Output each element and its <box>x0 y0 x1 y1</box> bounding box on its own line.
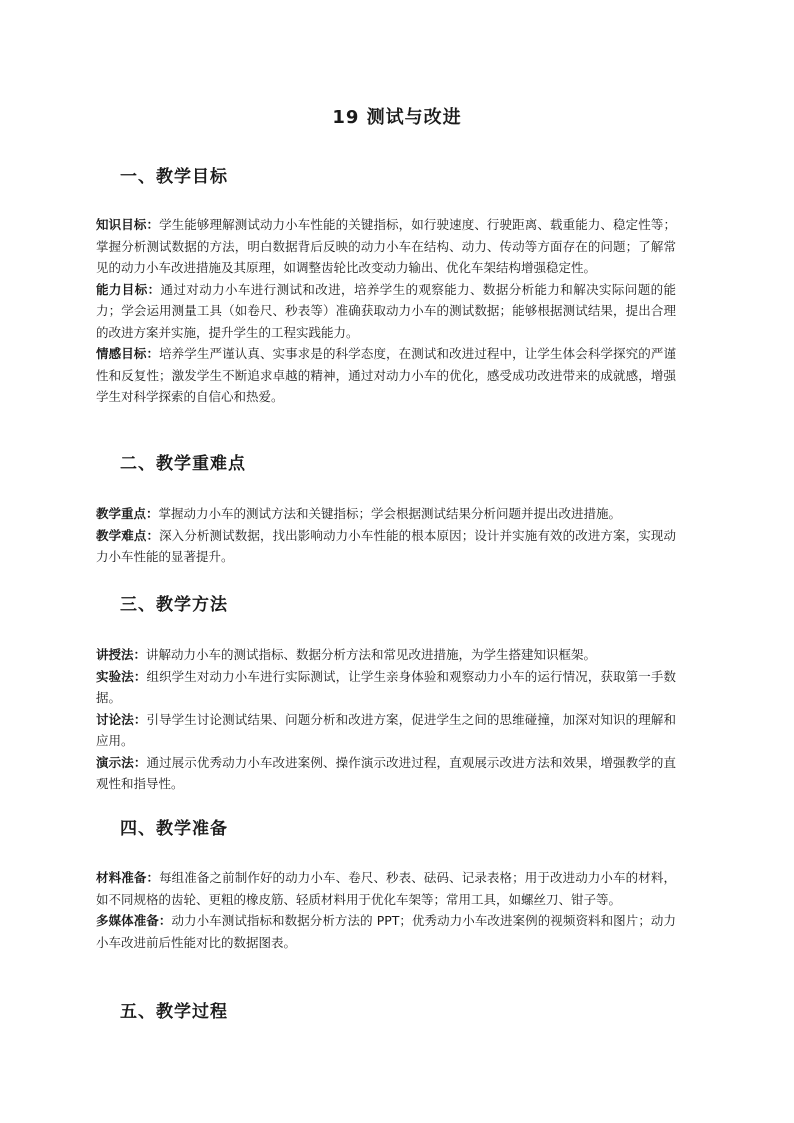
paragraph-text: 通过展示优秀动力小车改进案例、操作演示改进过程，直观展示改进方法和效果，增强教学的直观性和指导性。 <box>96 754 676 791</box>
paragraph-label: 讨论法： <box>96 711 147 727</box>
paragraph-emotion-objective <box>96 343 676 408</box>
section-heading-key-points: 二、教学重难点 <box>120 454 246 474</box>
document-title: 19 测试与改进 <box>332 107 462 128</box>
paragraph-experiment-method <box>96 666 676 709</box>
paragraph-knowledge-objective <box>96 214 676 279</box>
paragraph-text: 通过对动力小车进行测试和改进，培养学生的观察能力、数据分析能力和解决实际问题的能力；学会运用测量工具（如卷尺、秒表等）准确获取动力小车的测试数据；能够根据测试结果，提出合理的改进方案并实施，提升学生的工程实践能力。 <box>96 281 676 340</box>
section-heading-methods: 三、教学方法 <box>120 595 228 615</box>
section-heading-preparation: 四、教学准备 <box>120 819 228 839</box>
paragraph-label: 多媒体准备： <box>96 913 172 928</box>
paragraph-text: 每组准备之前制作好的动力小车、卷尺、秒表、砝码、记录表格；用于改进动力小车的材料，如不同规格的齿轮、更粗的橡皮筋、轻质材料用于优化车架等；常用工具，如螺丝刀、钳子等。 <box>96 870 676 907</box>
paragraph-ability-objective <box>96 279 676 344</box>
paragraph-label: 实验法： <box>96 668 147 684</box>
section-body-objectives <box>96 214 676 408</box>
paragraph-text: 学生能够理解测试动力小车性能的关键指标，如行驶速度、行驶距离、载重能力、稳定性等；掌握分析测试数据的方法，明白数据背后反映的动力小车在结构、动力、传动等方面存在的问题；了解常见的动力小车改进措施及其原理，如调整齿轮比改变动力输出、优化车架结构增强稳定性。 <box>96 217 676 275</box>
paragraph-label: 材料准备： <box>96 870 160 885</box>
paragraph-text: 讲解动力小车的测试指标、数据分析方法和常见改进措施，为学生搭建知识框架。 <box>146 647 597 662</box>
paragraph-text: 引导学生讨论测试结果、问题分析和改进方案，促进学生之间的思维碰撞，加深对知识的理解和应用。 <box>96 711 676 748</box>
paragraph-label: 能力目标： <box>96 281 161 297</box>
section-body-preparation <box>96 867 676 953</box>
paragraph-material-preparation <box>96 867 676 910</box>
paragraph-lecture-method <box>96 644 676 666</box>
paragraph-text: 动力小车测试指标和数据分析方法的 PPT；优秀动力小车改进案例的视频资料和图片；动力小车改进前后性能对比的数据图表。 <box>96 913 676 950</box>
paragraph-discussion-method <box>96 709 676 752</box>
section-heading-process: 五、教学过程 <box>120 1002 228 1022</box>
paragraph-label: 演示法： <box>96 754 147 770</box>
paragraph-key-point <box>96 503 676 525</box>
paragraph-label: 讲授法： <box>96 647 147 662</box>
section-body-methods <box>96 644 676 795</box>
paragraph-label: 知识目标： <box>96 217 160 232</box>
paragraph-demonstration-method <box>96 752 676 795</box>
paragraph-text: 组织学生对动力小车进行实际测试，让学生亲身体验和观察动力小车的运行情况，获取第一手数据。 <box>96 668 676 705</box>
section-heading-objectives: 一、教学目标 <box>120 167 228 187</box>
paragraph-label: 情感目标： <box>96 346 160 361</box>
section-body-key-points <box>96 503 676 568</box>
paragraph-difficulty <box>96 525 676 568</box>
paragraph-label: 教学重点： <box>96 506 159 521</box>
paragraph-text: 培养学生严谨认真、实事求是的科学态度，在测试和改进过程中，让学生体会科学探究的严谨性和反复性；激发学生不断追求卓越的精神，通过对动力小车的优化，感受成功改进带来的成就感，增强学生对科学探索的自信心和热爱。 <box>96 346 676 404</box>
paragraph-label: 教学难点： <box>96 527 160 543</box>
paragraph-text: 深入分析测试数据，找出影响动力小车性能的根本原因；设计并实施有效的改进方案，实现动力小车性能的显著提升。 <box>96 527 676 564</box>
paragraph-multimedia-preparation <box>96 910 676 953</box>
paragraph-text: 掌握动力小车的测试方法和关键指标；学会根据测试结果分析问题并提出改进措施。 <box>158 506 622 521</box>
